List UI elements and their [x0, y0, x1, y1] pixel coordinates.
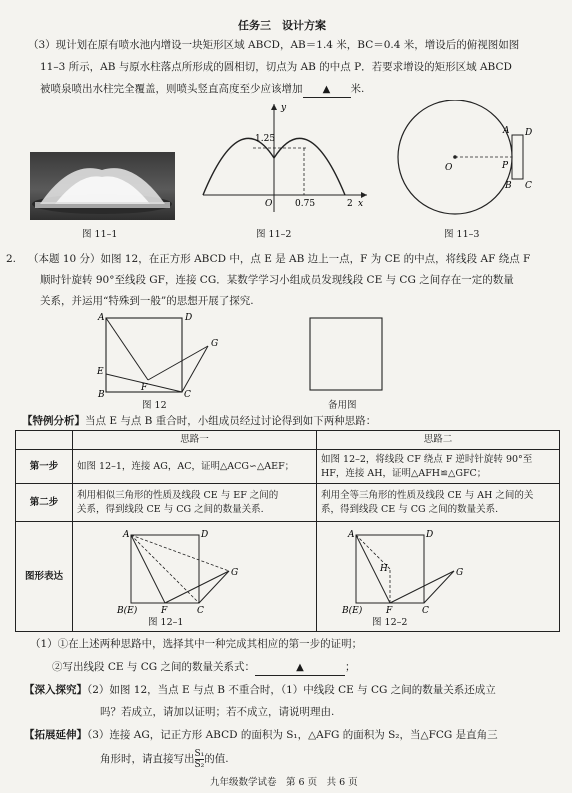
fig11-2-graph	[195, 100, 375, 218]
pt-C-label: C	[525, 181, 532, 191]
deep-label: 【深入探究】	[24, 684, 87, 696]
step2-approach1-line2: 关系，得到线段 CE 与 CG 之间的数量关系.	[77, 503, 264, 515]
fig12-2-A: A	[348, 530, 355, 540]
fig12-2-BE: B(E)	[342, 606, 363, 615]
deep-line1	[24, 683, 496, 698]
fig12-2-C: C	[422, 606, 429, 615]
row-step1-approach1: 如图 12–1，连接 AG，AC，证明△ACG∽△AEF；	[73, 450, 317, 484]
fig12-1-A: A	[123, 530, 130, 540]
q12-line2: 顺时针旋转 90°至线段 GF，连接 CG．某数学学习小组成员发现线段 CE 与 CG 之间存在一定的数量	[40, 274, 514, 286]
fig12-C: C	[184, 390, 191, 397]
fountain-photo	[30, 152, 175, 220]
fig12-2-G: G	[456, 568, 464, 578]
x-axis-label: x	[358, 199, 364, 209]
answer-blank-q3[interactable]	[303, 82, 351, 98]
frac-num: S₁	[194, 748, 205, 759]
ext-line1	[24, 728, 498, 743]
tick-x-2: 2	[347, 199, 353, 209]
answer-mark: ▲	[322, 84, 331, 95]
fountain-illustration	[30, 152, 175, 220]
part1-line1: （1）①在上述两种思路中，选择其中一种完成其相应的第一步的证明；	[30, 638, 363, 650]
row-step2-approach2	[317, 484, 560, 522]
fig12-E: E	[97, 367, 104, 377]
spare-figure	[302, 312, 392, 394]
fig12-1-G: G	[231, 568, 239, 578]
fig12-D: D	[185, 313, 193, 323]
answer-blank-part1[interactable]	[255, 660, 345, 676]
row-figure-label: 图形表达	[16, 522, 73, 632]
pt-B-label: B	[505, 181, 512, 191]
origin-label: O	[265, 199, 273, 209]
pt-P-label: P	[502, 161, 509, 171]
fig12-B: B	[98, 390, 105, 397]
fig12-caption: 图 12	[142, 400, 167, 411]
fig12-2-diagram	[340, 525, 480, 615]
fig12-2-D: D	[426, 530, 434, 540]
header-approach-1: 思路一	[73, 431, 317, 450]
ext-label: 【拓展延伸】	[24, 729, 87, 741]
row-step1-approach2	[317, 450, 560, 484]
step2-approach2-line2: 系，得到线段 CE 与 CG 之间的数量关系.	[321, 503, 499, 515]
step2-approach1-line1: 利用相似三角形的性质及线段 CE 与 EF 之间的	[77, 489, 279, 501]
part1-line2-post: ；	[344, 661, 356, 673]
step1-approach2-line2: HF，连接 AH，证明△AFH≌△GFC；	[321, 467, 487, 479]
task-title: 任务三 设计方案	[238, 19, 326, 32]
fig12-2-caption: 图 12–2	[372, 617, 408, 628]
q12-line1: （本题 10 分）如图 12，在正方形 ABCD 中，点 E 是 AB 边上一点，F 为 CE 的中点，将线段 AF 绕点 F	[28, 253, 531, 265]
fig12-diagram	[90, 312, 230, 397]
tick-x-0-75: 0.75	[295, 199, 316, 209]
ext-line2-pre: 角形时，请直接写出	[100, 753, 195, 765]
step2-approach2-line1: 利用全等三角形的性质及线段 CE 与 AH 之间的关	[321, 489, 534, 501]
pt-D-label: D	[525, 128, 533, 138]
tick-y-1-25: 1.25	[255, 134, 276, 144]
q3-line3	[40, 82, 364, 98]
spare-caption: 备用图	[328, 400, 357, 411]
fig12-1-C: C	[197, 606, 204, 615]
fig12-1-BE: B(E)	[117, 606, 138, 615]
deep-text1: （2）如图 12，当点 E 与点 B 不重合时，（1）中线段 CE 与 CG 之间的数量关系还成立	[87, 684, 496, 696]
deep-line2: 吗？若成立，请加以证明；若不成立，请说明理由.	[100, 706, 335, 718]
s1-over-s2-fraction	[195, 749, 205, 770]
fig12-1-diagram	[115, 525, 255, 615]
ext-line2-post: 的值.	[204, 753, 229, 765]
fig12-F: F	[141, 383, 148, 393]
q3-line3-pre: 被喷泉喷出水柱完全覆盖，则喷头竖直高度至少应该增加	[40, 83, 303, 95]
q3-line2: 11–3 所示，AB 与原水柱落点所形成的圆相切，切点为 AB 的中点 P．若要求增设的矩形区域 ABCD	[40, 61, 512, 73]
fig11-2-caption: 图 11–2	[256, 229, 292, 240]
fig12-1-caption: 图 12–1	[148, 617, 184, 628]
circle-center-label: O	[445, 163, 453, 173]
part1-line2-pre: ②写出线段 CE 与 CG 之间的数量关系式：	[52, 661, 255, 673]
step1-approach2-line1: 如图 12–2，将线段 CF 绕点 F 逆时针旋转 90°至	[321, 453, 533, 465]
fig12-G: G	[211, 339, 219, 349]
y-axis-label: y	[281, 103, 287, 113]
fig12-1-F: F	[161, 606, 168, 615]
fig12-2-F: F	[386, 606, 393, 615]
header-approach-2: 思路二	[317, 431, 560, 450]
row-step2-label: 第二步	[16, 484, 73, 522]
row-step1-label: 第一步	[16, 450, 73, 484]
q12-line3: 关系，并运用“特殊到一般”的思想开展了探究.	[40, 295, 254, 307]
ext-line2	[100, 748, 229, 770]
row-step2-approach1	[73, 484, 317, 522]
pt-A-label: A	[503, 126, 510, 136]
part1-mark: ▲	[296, 662, 304, 673]
fig11-3-caption: 图 11–3	[444, 229, 480, 240]
fig11-3-diagram	[385, 100, 560, 225]
special-label: 【特例分析】	[22, 415, 85, 427]
fig12-A: A	[98, 313, 105, 323]
fig12-2-H: H	[380, 564, 388, 574]
ext-text1: （3）连接 AG，记正方形 ABCD 的面积为 S₁，△AFG 的面积为 S₂，当△FCG 是直角三	[87, 729, 498, 741]
page-footer: 九年级数学试卷 第 6 页 共 6 页	[210, 777, 358, 788]
fig11-1-caption: 图 11–1	[82, 229, 118, 240]
rectangle-ABCD	[512, 135, 523, 179]
special-text: 当点 E 与点 B 重合时，小组成员经过讨论得到如下两种思路：	[85, 415, 377, 427]
part1-line2	[52, 660, 355, 676]
q12-number: 2.	[6, 253, 17, 265]
special-analysis	[22, 414, 376, 429]
q3-line1: （3）现计划在原有喷水池内增设一块矩形区域 ABCD，AB＝1.4 米，BC＝0.4 米，增设后的俯视图如图	[28, 39, 520, 51]
fig12-1-D: D	[201, 530, 209, 540]
q3-line3-post: 米.	[350, 83, 365, 95]
frac-den: S₂	[194, 759, 205, 770]
